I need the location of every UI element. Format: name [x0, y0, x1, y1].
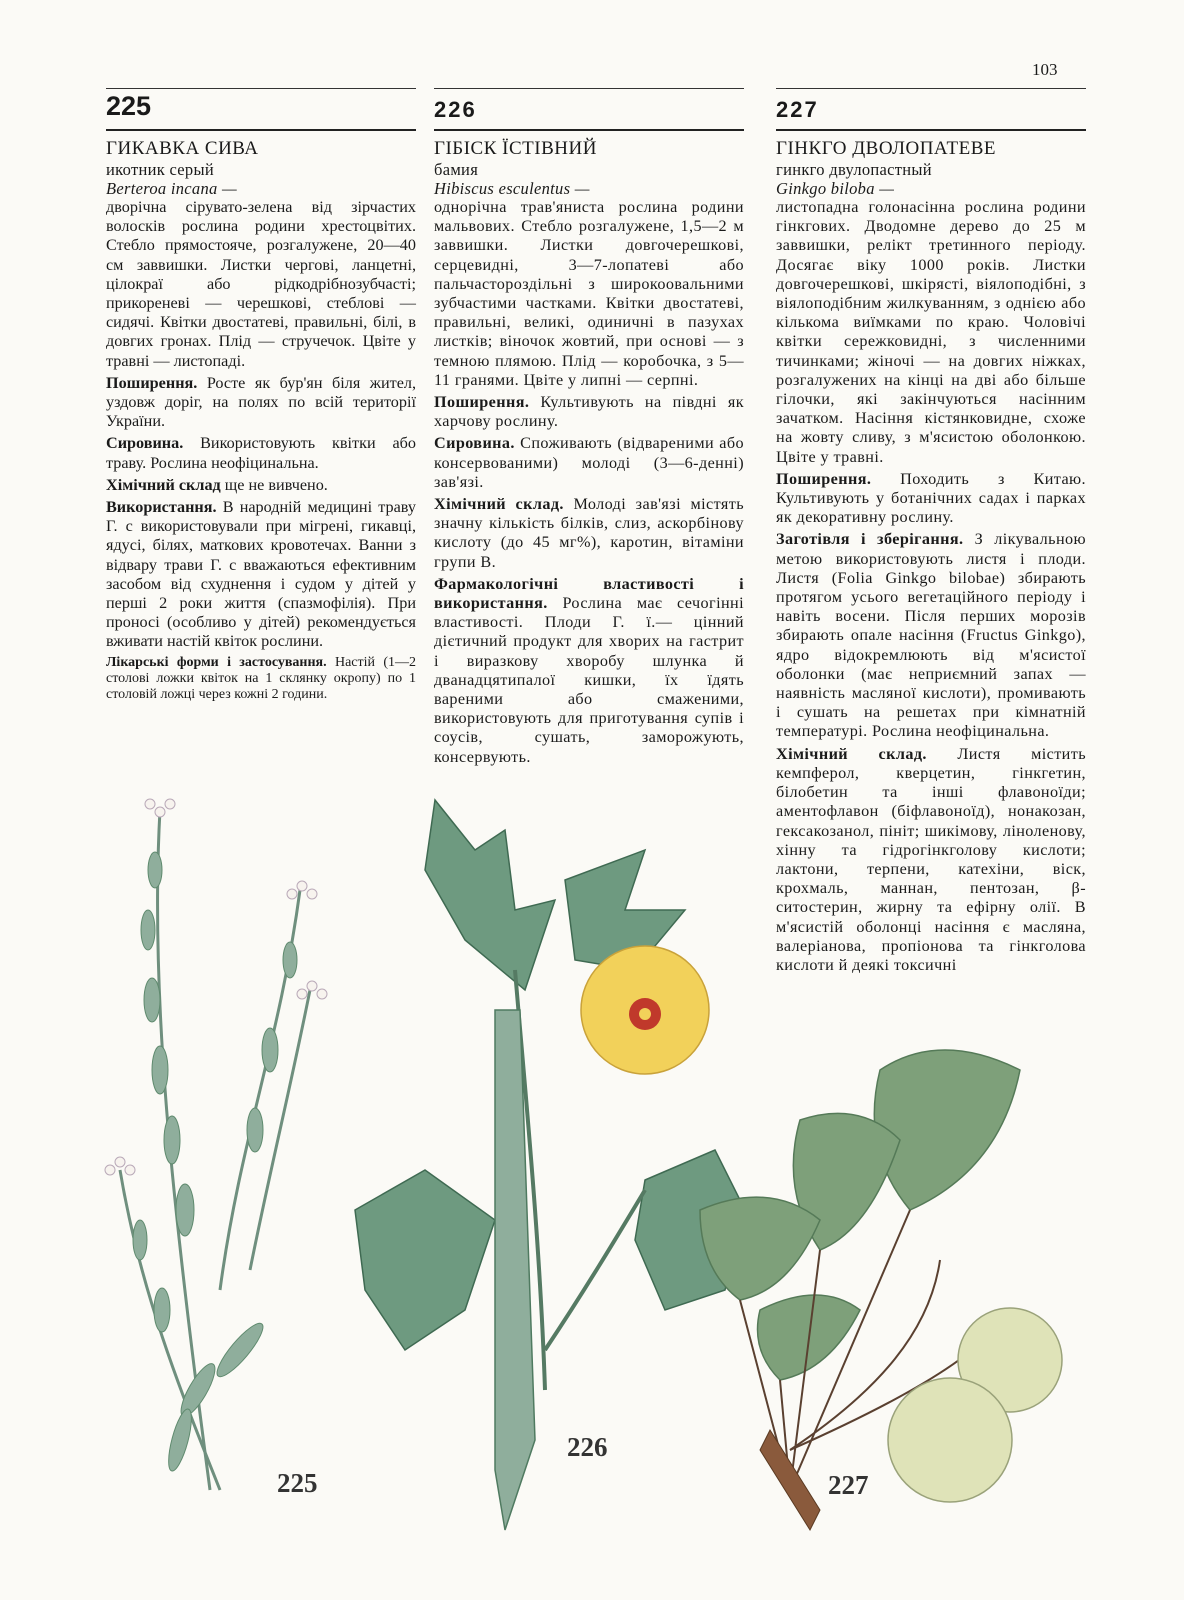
use-paragraph [106, 498, 416, 652]
chem-label: Хімічний склад [106, 475, 221, 494]
raw-label: Сировина. [106, 434, 184, 453]
latin-name: Berteroa incana — [106, 179, 237, 198]
description: листопадна голонасінна рослина родини гінкгових. Дводомне дерево до 25 м заввишки, релікт третинного періоду. Досягає віку 1000 років. Листки довгочерешкові, шкірясті, віялоподібні, з віялоподібним жилкуванням, з однією або кількома виїмками по краю. Чоловічі квітки сережковидні, з численними тичинками; жіночі — на довгих ніжках, розгалужених на кінці на дві або більше гілочки, які закінчуються насінним зачатком. Насіння кістянковидне, схоже на жовту сливу, з м'ясистою оболонкою. Цвіте у травні. [776, 198, 1086, 466]
raw-label: Сировина. [434, 434, 515, 453]
chem-text: ще не вивчено. [224, 475, 328, 494]
raw-text: Використовують квітки або траву. Рослина неофіцинальна. [106, 434, 416, 472]
figure-label-226: 226 [567, 1432, 608, 1462]
article-number: 226 [434, 97, 477, 122]
harvest-label: Заготівля і зберігання. [776, 530, 964, 549]
spread-text: Походить з Китаю. Культивують у ботанічних садах і парках як декоративну рослину. [776, 469, 1086, 527]
spread-label: Поширення. [776, 469, 872, 488]
figure-label-227: 227 [828, 1470, 869, 1500]
chem-label: Хімічний склад. [434, 495, 564, 514]
chem-paragraph [776, 745, 1086, 975]
spread-paragraph [106, 374, 416, 432]
article-title: ГІБІСК ЇСТІВНИЙ [434, 138, 597, 159]
forms-text: Настій (1—2 столові ложки квіток на 1 склянку окропу) по 1 столовій ложці через кожні 2 години. [106, 654, 417, 702]
raw-text: Споживають (відвареними або консервованими) молоді (3—6-денні) зав'язі. [434, 434, 744, 491]
chem-paragraph [106, 476, 416, 495]
chem-label: Хімічний склад. [776, 744, 927, 763]
russian-name: икотник серый [106, 160, 214, 179]
latin-name: Ginkgo biloba — [776, 179, 895, 198]
description: дворічна сірувато-зелена від зірчастих волосків рослина родини хрестоцвітих. Стебло прямостояче, розгалужене, 20—40 см заввишки. Листки чергові, ланцетні, цілокраї або рідкодрібнозубчасті; прикореневі — черешкові, стеблові — сидячі. Квітки двостатеві, правильні, білі, в довгих гронах. Плід — стручечок. Цвіте у травні — листопаді. [106, 198, 416, 370]
number-rule [776, 129, 1086, 131]
article-226 [434, 88, 744, 770]
article-number: 225 [106, 91, 152, 121]
use-label: Використання. [106, 498, 217, 517]
article-body [776, 198, 1086, 975]
chem-text: Молоді зав'язі містять значну кількість білків, слиз, аскорбінову кислоту (до 45 мг%), каротин, вітаміни групи В. [434, 495, 744, 571]
page-number: 103 [1032, 60, 1058, 79]
raw-paragraph [434, 434, 744, 492]
chem-paragraph [434, 495, 744, 572]
pharm-label: Фармакологічні властивості і використання. [434, 574, 744, 613]
article-title: ГИКАВКА СИВА [106, 138, 259, 159]
forms-paragraph [106, 655, 416, 703]
harvest-text: З лікувальною метою використовують листя і плоди. Листя (Folia Ginkgo bilobae) збирають протягом усього вегетаційного періоду і навіть восени. Після перших морозів збирають опале насіння (Fructus Ginkgo), ядро відокремлюють від м'ясистої оболонки (має неприємний запах — наявність масляної кислоти), промивають і сушать на решетах при кімнатній температурі. Рослина неофіцинальна. [776, 530, 1086, 741]
raw-paragraph [106, 434, 416, 472]
article-body [106, 198, 416, 652]
latin-name: Hibiscus esculentus — [434, 179, 590, 198]
number-rule [106, 129, 416, 131]
number-rule [434, 129, 744, 131]
description: однорічна трав'яниста рослина родини мальвових. Стебло розгалужене, 1,5—2 м заввишки. Листки довгочерешкові, серцевидні, 3—7-лопатеві або пальчастороздільні з широкоовальними зубчастими частками. Квітки двостатеві, правильні, великі, одиничні в пазухах листків; віночок жовтий, при основі — з темною плямою. Плід — коробочка, з 5—11 гранями. Цвіте у липні — серпні. [434, 198, 744, 389]
spread-paragraph [434, 393, 744, 431]
spread-paragraph [776, 470, 1086, 528]
figure-label-225: 225 [277, 1468, 318, 1498]
article-number: 227 [776, 97, 819, 122]
spread-label: Поширення. [434, 393, 530, 412]
article-body [434, 198, 744, 767]
spread-text: Культивують на півдні як харчову рослину. [434, 393, 744, 431]
forms-label: Лікарські форми і застосування. [106, 654, 327, 670]
article-227 [776, 88, 1086, 978]
article-225 [106, 88, 416, 703]
article-title: ГІНКГО ДВОЛОПАТЕВЕ [776, 138, 996, 159]
pharm-paragraph [434, 575, 744, 767]
pharm-text: Рослина має сечогінні властивості. Плоди Г. ї.— цінний дієтичний продукт для хворих на гастрит і виразкову хворобу шлунка й дванадцятипалої кишки, їх їдять вареними або смаженими, використовують для приготування супів і соусів, сушать, заморожують, консервують. [434, 594, 744, 766]
russian-name: гинкго двулопастный [776, 160, 932, 179]
harvest-paragraph [776, 530, 1086, 741]
use-text: В народній медицині траву Г. с використовували при мігрені, гикавці, ядусі, білях, маткових кровотечах. Ванни з відвару трави Г. с вважаються ефективним засобом від схуднення і судом у дітей у перші 2 роки життя (спазмофілія). При проносі (особливо у дітей) рекомендується вживати настій квіток рослини. [106, 498, 416, 651]
ginkgo-illustration [680, 1030, 1100, 1570]
russian-name: бамия [434, 160, 479, 179]
chem-text: Листя містить кемпферол, кверцетин, гінкгетин, білобетин та інші флавоноїди; аментофлавон (біфлавоноїд), нонакозан, гексакозанол, пініт; шикімову, ліноленову, хінну та гідрогінкголову кислоти; лактони, терпени, катехіни, віск, крохмаль, маннан, пентозан, β-ситостерин, жирну та ефірну олії. В м'ясистій оболонці насіння є масляна, валеріанова, пропіонова та гінкголова кислоти й деякі токсичні [776, 744, 1086, 974]
spread-text: Росте як бур'ян біля жител, уздовж доріг, на полях по всій території України. [106, 373, 416, 431]
spread-label: Поширення. [106, 373, 198, 392]
